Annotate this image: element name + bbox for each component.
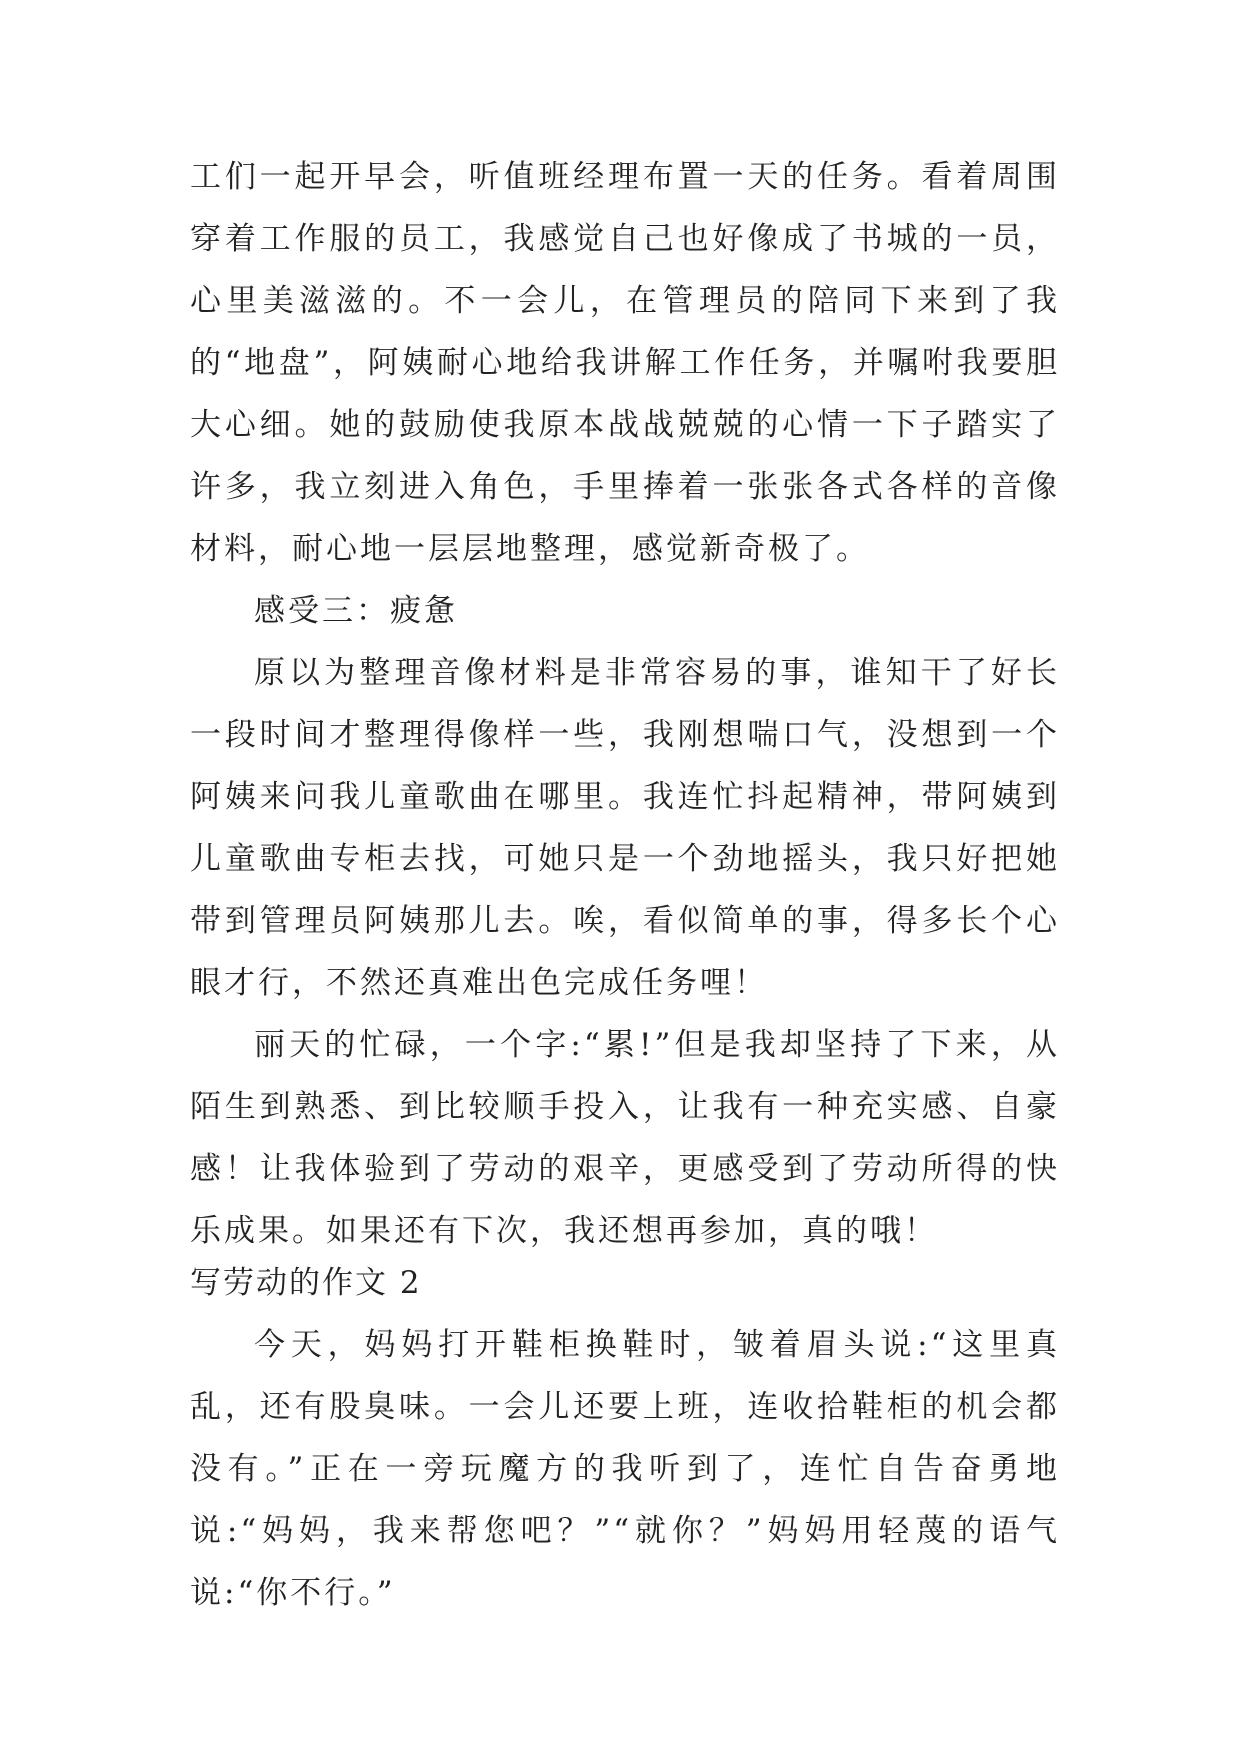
- paragraph-2: 原以为整理音像材料是非常容易的事，谁知干了好长一段时间才整理得像样一些，我刚想喘口气，没想到一个阿姨来问我儿童歌曲在哪里。我连忙抖起精神，带阿姨到儿童歌曲专柜去找，可她只是一个劲地摇头，我只好把她带到管理员阿姨那儿去。唉，看似简单的事，得多长个心眼才行，不然还真难出色完成任务哩！: [190, 655, 1060, 1001]
- paragraph-1: 工们一起开早会，听值班经理布置一天的任务。看着周围穿着工作服的员工，我感觉自己也好像成了书城的一员，心里美滋滋的。不一会儿，在管理员的陪同下来到了我的“地盘”，阿姨耐心地给我讲解工作任务，并嘱咐我要胆大心细。她的鼓励使我原本战战兢兢的心情一下子踏实了许多，我立刻进入角色，手里捧着一张张各式各样的音像材料，耐心地一层层地整理，感觉新奇极了。: [190, 159, 1060, 567]
- subheading-feeling-3: 感受三：疲惫: [254, 593, 458, 629]
- essay-2: [190, 1252, 1060, 1624]
- paragraph-3: 丽天的忙碌，一个字:“累!”但是我却坚持了下来，从陌生到熟悉、到比较顺手投入，让我有一种充实感、自豪感！让我体验到了劳动的艰辛，更感受到了劳动所得的快乐成果。如果还有下次，我还想再参加，真的哦！: [190, 1027, 1060, 1249]
- essay-2-title: 写劳动的作文 2: [190, 1265, 422, 1301]
- essay-2-paragraph-1: 今天，妈妈打开鞋柜换鞋时，皱着眉头说:“这里真乱，还有股臭味。一会儿还要上班，连收拾鞋柜的机会都没有。”正在一旁玩魔方的我听到了，连忙自告奋勇地说:“妈妈，我来帮您吧？”“就你？”妈妈用轻蔑的语气说:“你不行。”: [190, 1327, 1060, 1611]
- essay-1-body: [190, 146, 1060, 1262]
